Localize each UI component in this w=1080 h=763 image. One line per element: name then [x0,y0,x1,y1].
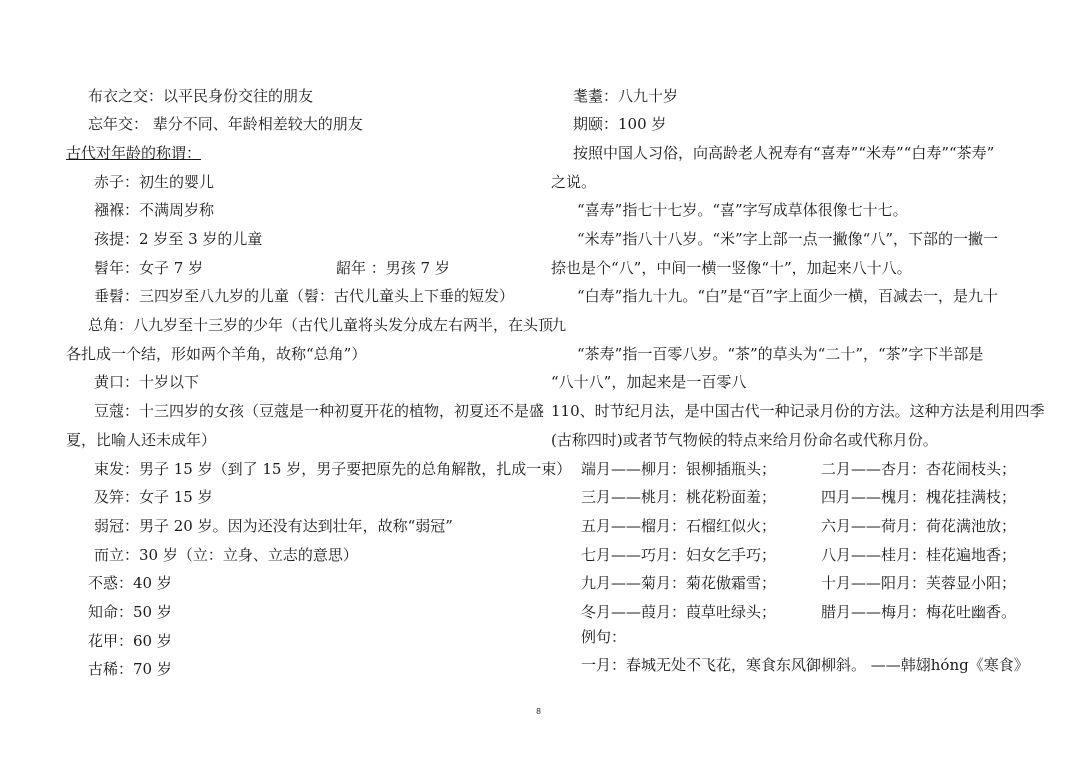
text-line: 髫年：女子 7 岁 [94,259,204,277]
text-line: 襁褓：不满周岁称 [94,201,215,219]
text-line: 捺也是个“八”，中间一横一竖像“十”，加起来八十八。 [551,259,912,277]
text-line: 忘年交： 辈分不同、年龄相差较大的朋友 [88,115,363,133]
month-entry: 十月——阳月：芙蓉显小阳； [821,574,1017,592]
month-entry: 八月——桂月：桂花遍地香； [821,546,1017,564]
text-line: “喜寿”指七十七岁。“喜”字写成草体很像七十七。 [577,201,908,219]
text-line: 而立：30 岁（立：立身、立志的意思） [94,546,358,564]
text-line: 总角：八九岁至十三岁的少年（古代儿童将头发分成左右两半，在头顶 [88,316,554,334]
month-entry: 冬月——葭月：葭草吐绿头； [581,603,777,621]
text-line: “八十八”，加起来是一百零八 [551,373,747,391]
text-line: 夏，比喻人还未成年） [66,431,217,449]
text-line: 知命：50 岁 [88,603,172,621]
text-line: 期颐：100 岁 [573,115,667,133]
text-line: 龆年 ：男孩 7 岁 [336,259,450,277]
text-line: 束发：男子 15 岁（到了 15 岁，男子要把原先的总角解散，扎成一束） [94,460,572,478]
text-line: (古称四时)或者节气物候的特点来给月份命名或代称月份。 [551,431,938,449]
month-entry: 六月——荷月：荷花满池放； [821,517,1017,535]
text-line: 及笄：女子 15 岁 [94,488,213,506]
text-line: 按照中国人习俗，向高龄老人祝寿有“喜寿”“米寿”“白寿”“茶寿” [573,144,995,162]
month-entry: 五月——榴月：石榴红似火； [581,517,777,535]
text-line: 耄耋：八九十岁 [573,87,679,105]
section-title: 古代对年龄的称谓： [66,144,202,162]
text-line: 之说。 [551,173,597,191]
month-entry: 九月——菊月：菊花傲霜雪； [581,574,777,592]
text-line: 古稀：70 岁 [88,660,172,678]
text-line: “茶寿”指一百零八岁。“茶”的草头为“二十”，“茶”字下半部是 [577,345,984,363]
text-line: “米寿”指八十八岁。“米”字上部一点一撇像“八”，下部的一撇一 [577,230,999,248]
month-entry: 七月——巧月：妇女乞手巧； [581,546,777,564]
example-label: 例句： [581,628,627,646]
page-number: 8 [536,707,542,716]
text-line: 黄口：十岁以下 [94,373,200,391]
text-line: 孩提：2 岁至 3 岁的儿童 [94,230,263,248]
example-line: 一月：春城无处不飞花，寒食东风御柳斜。 ——韩翃hóng《寒食》 [581,656,1029,674]
month-entry: 四月——槐月：槐花挂满枝； [821,488,1017,506]
month-entry: 端月——柳月：银柳插瓶头； [581,460,777,478]
text-line: 九 [551,316,567,334]
text-line: 弱冠：男子 20 岁。因为还没有达到壮年，故称“弱冠” [94,517,453,535]
text-line: “白寿”指九十九。“白”是“百”字上面少一横，百减去一，是九十 [577,287,999,305]
text-line: 不惑：40 岁 [88,574,172,592]
text-line: 垂髫：三四岁至八九岁的儿童（髫：古代儿童头上下垂的短发） [94,287,515,305]
month-entry: 二月——杏月：杏花闹枝头； [821,460,1017,478]
text-line: 豆蔻：十三四岁的女孩（豆蔻是一种初夏开花的植物，初夏还不是盛 [94,402,545,420]
text-line: 赤子：初生的婴儿 [94,173,215,191]
text-line: 花甲：60 岁 [88,632,172,650]
text-line: 各扎成一个结，形如两个羊角，故称“总角”） [66,345,367,363]
text-line: 布衣之交：以平民身份交往的朋友 [88,87,314,105]
month-entry: 三月——桃月：桃花粉面羞； [581,488,777,506]
month-entry: 腊月——梅月：梅花吐幽香。 [821,603,1017,621]
text-line: 110、时节纪月法，是中国古代一种记录月份的方法。这种方法是利用四季 [551,402,1045,420]
